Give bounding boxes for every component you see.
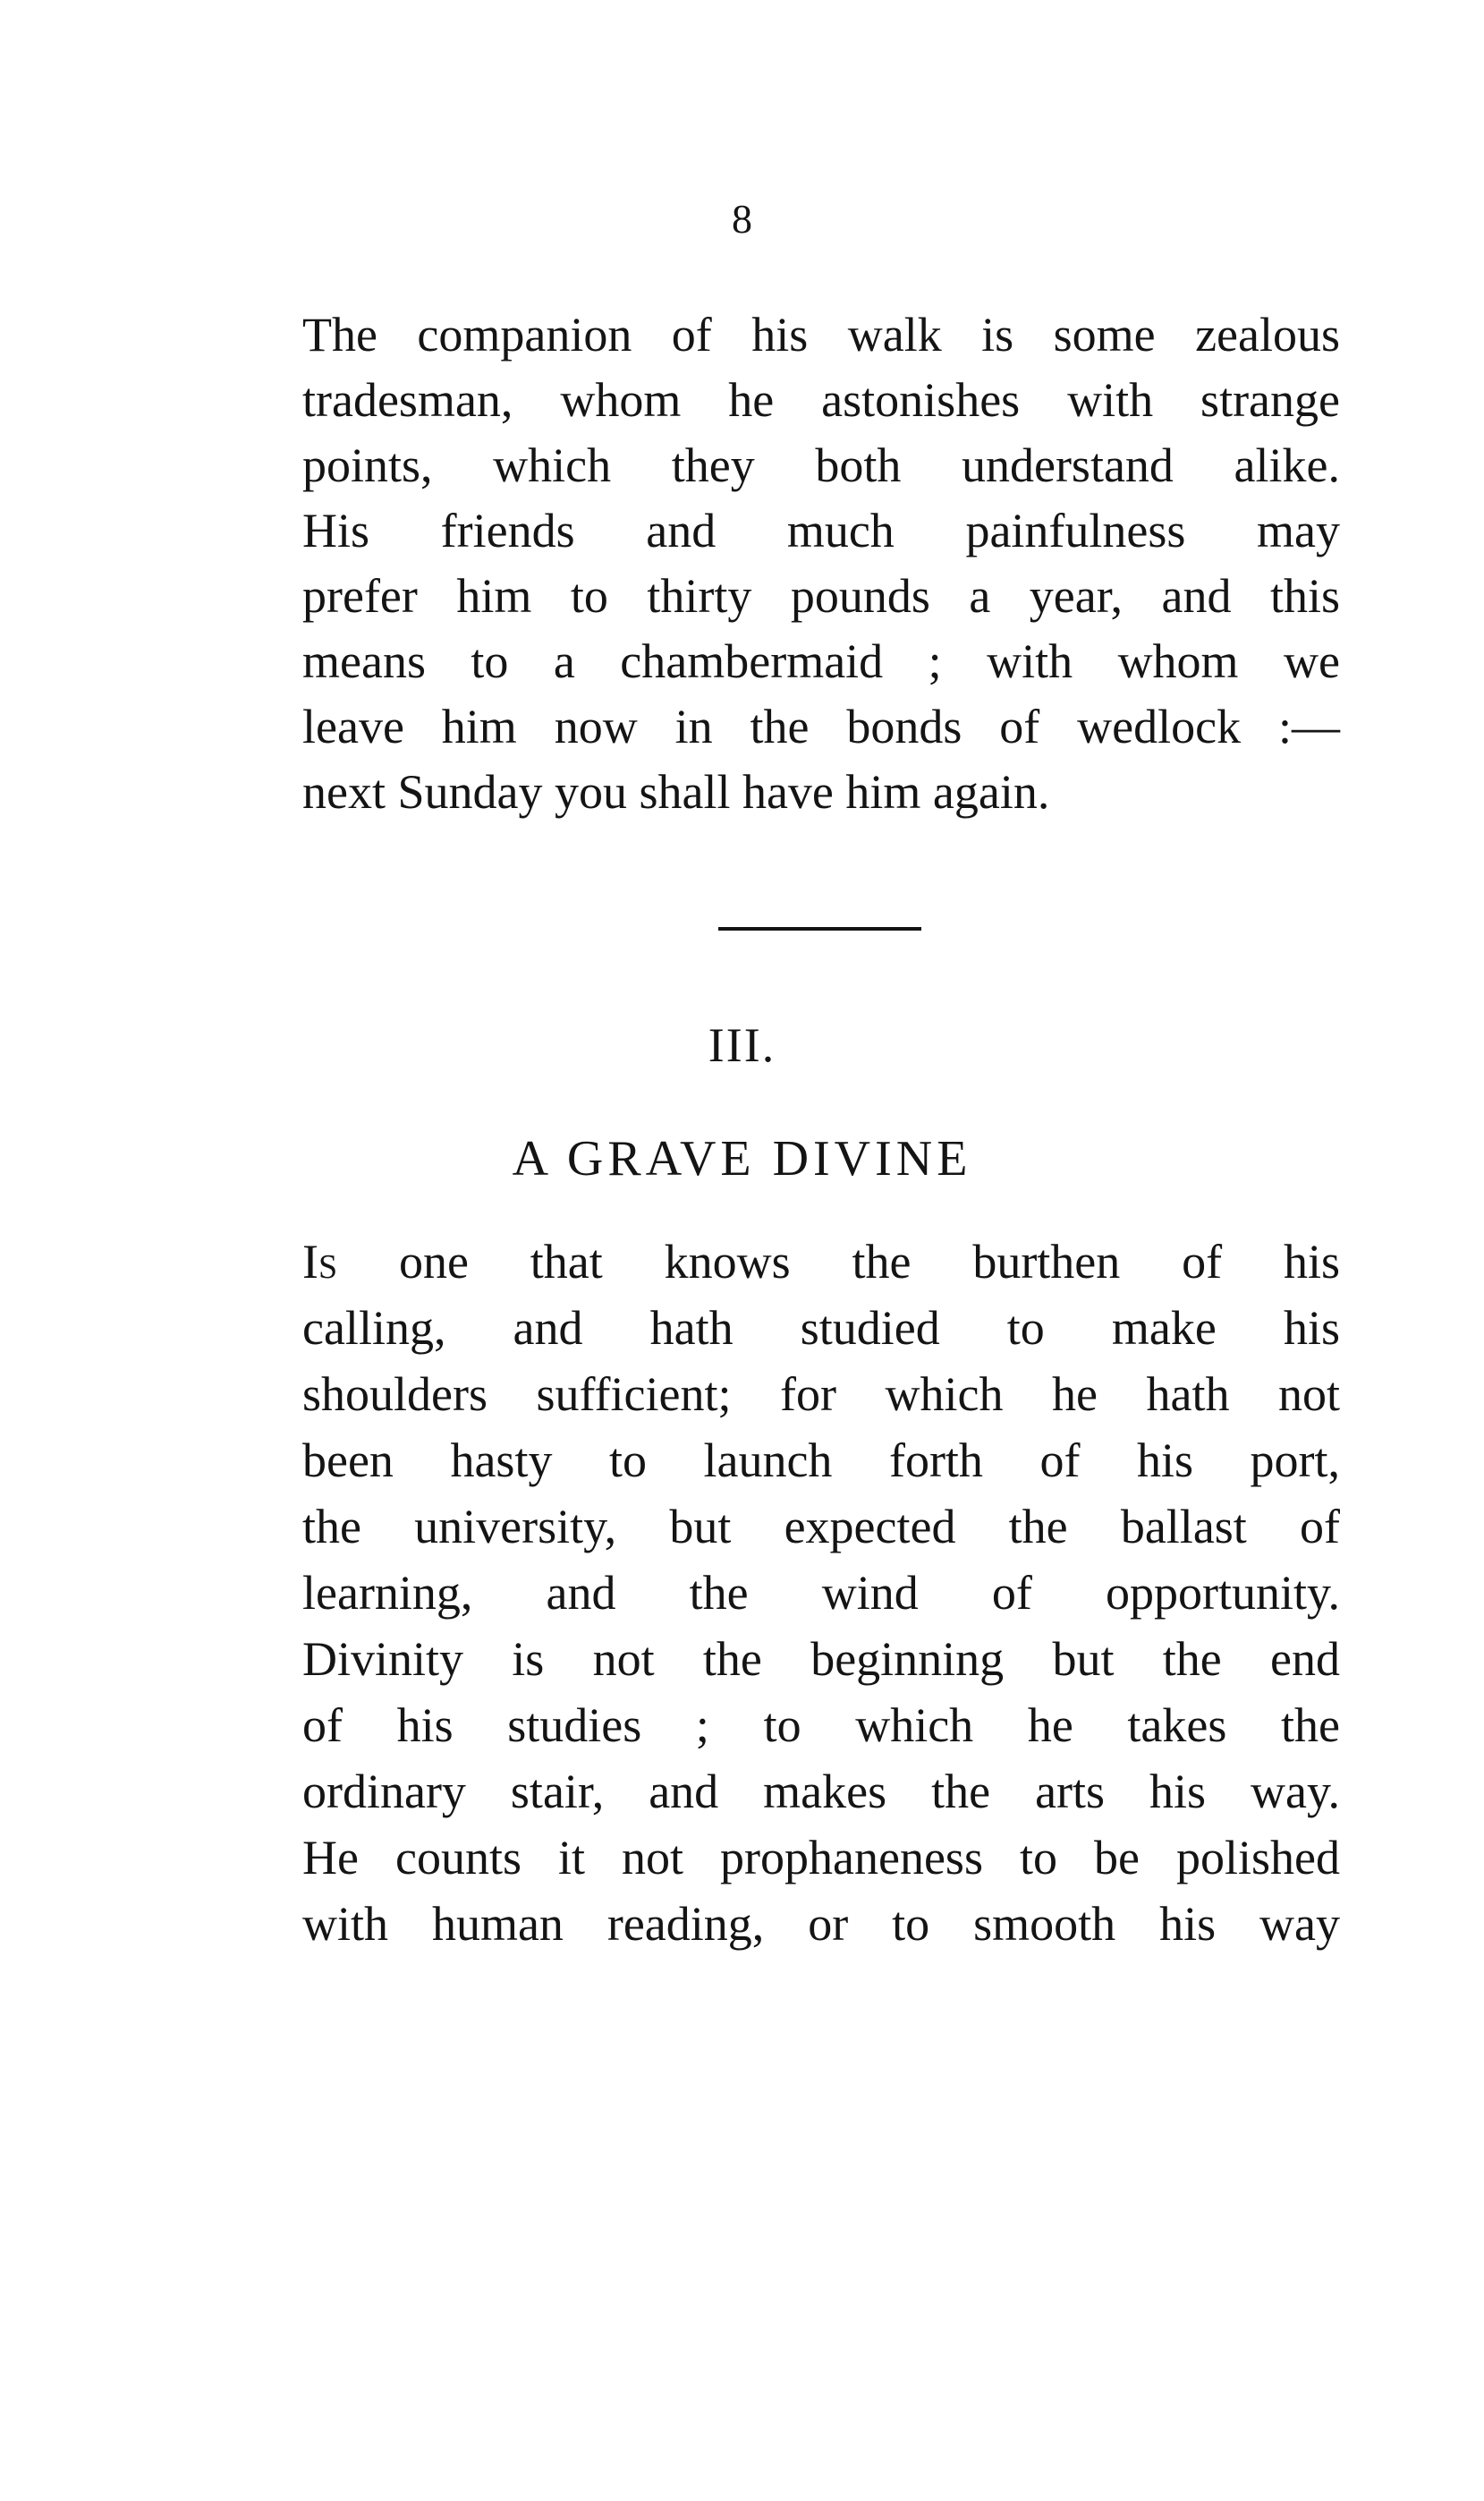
text-line: tradesman, whom he astonishes with strange <box>302 373 1340 427</box>
text-line: the university, but expected the ballast of <box>302 1500 1340 1553</box>
first-line-rest: one that knows the burthen of his <box>337 1235 1340 1289</box>
paragraph-grave-divine <box>302 1229 1340 1957</box>
page-number: 8 <box>732 196 752 242</box>
text-line: ordinary stair, and makes the arts his way. <box>302 1765 1340 1818</box>
opening-word: Is <box>302 1235 338 1289</box>
text-line: prefer him to thirty pounds a year, and this <box>302 569 1340 623</box>
text-line: His friends and much painfulness may <box>302 504 1340 557</box>
text-line: learning, and the wind of opportunity. <box>302 1566 1340 1620</box>
text-line: with human reading, or to smooth his way <box>302 1897 1340 1951</box>
paragraph-companion <box>302 302 1340 825</box>
text-line: means to a chambermaid ; with whom we <box>302 634 1340 688</box>
text-line: shoulders sufficient; for which he hath not <box>302 1367 1340 1421</box>
text-line: The companion of his walk is some zealous <box>302 308 1340 362</box>
text-line: Divinity is not the beginning but the end <box>302 1632 1340 1686</box>
text-line: next Sunday you shall have him again. <box>302 765 1050 819</box>
text-line: points, which they both understand alike. <box>302 438 1340 492</box>
text-line: leave him now in the bonds of wedlock :— <box>302 700 1340 753</box>
text-line-first <box>302 1229 1340 1295</box>
section-divider <box>718 927 921 931</box>
section-number: III. <box>708 1018 776 1072</box>
text-line: He counts it not prophaneness to be polished <box>302 1831 1340 1884</box>
section-title: A GRAVE DIVINE <box>512 1131 972 1187</box>
text-line: calling, and hath studied to make his <box>302 1301 1340 1355</box>
text-line: of his studies ; to which he takes the <box>302 1698 1340 1752</box>
text-line: been hasty to launch forth of his port, <box>302 1433 1340 1487</box>
